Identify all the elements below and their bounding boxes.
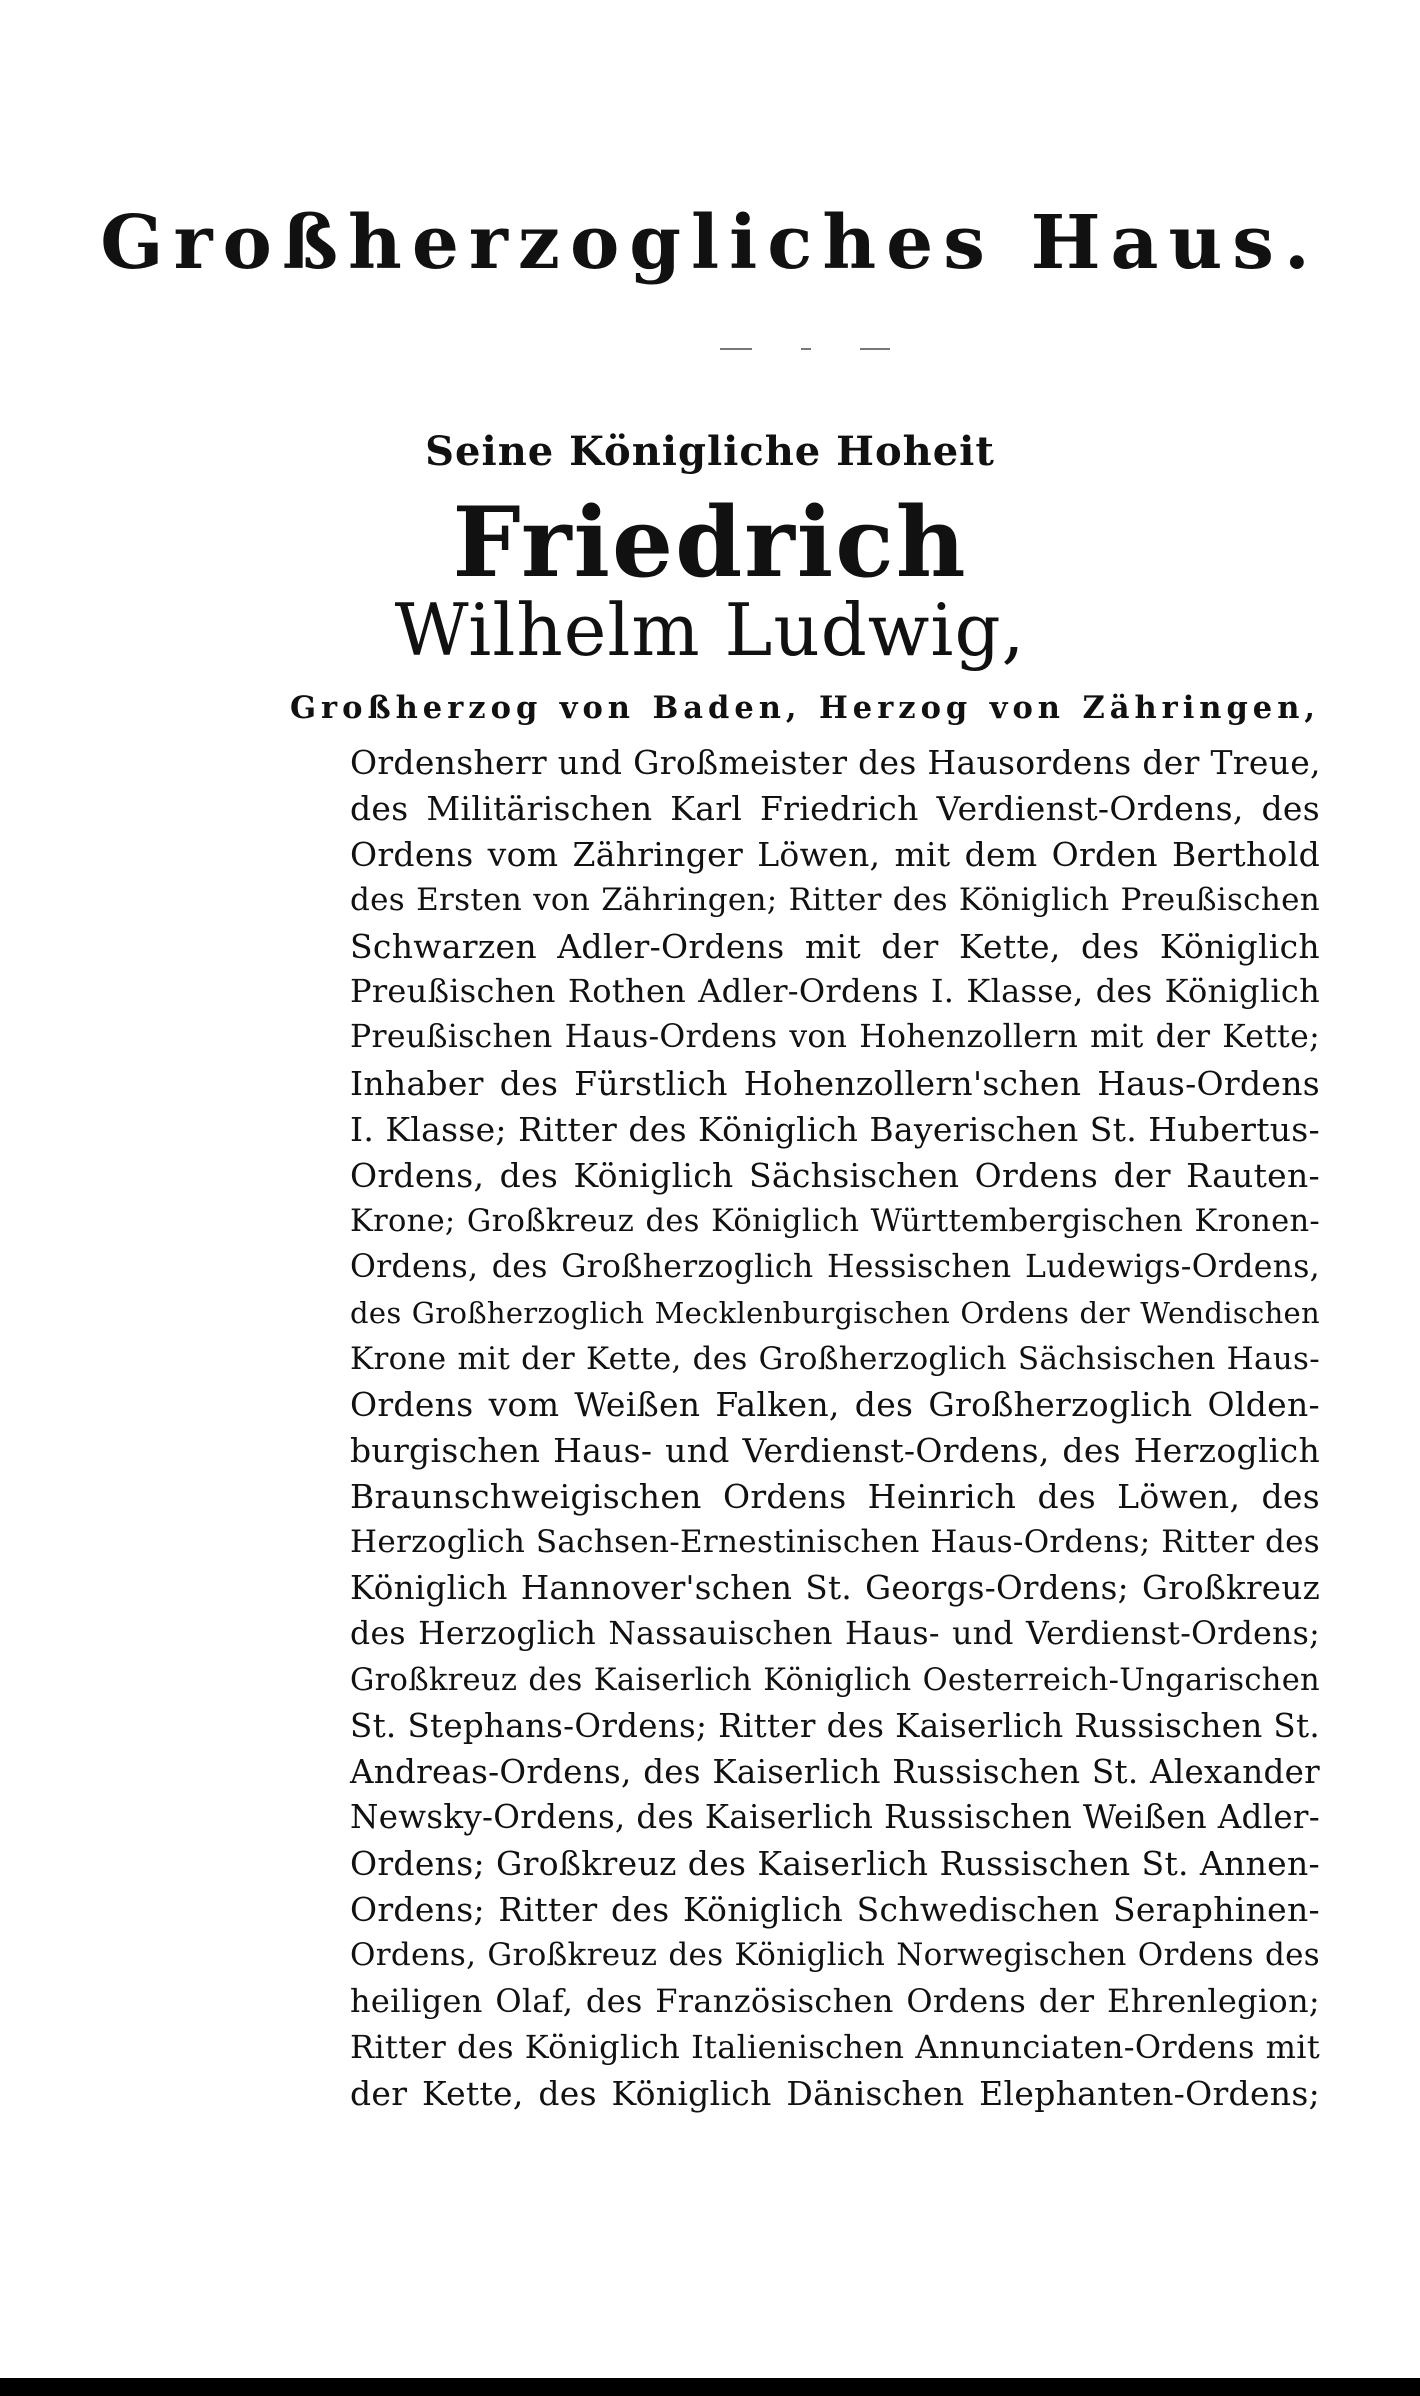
text-line: Ordens vom Zähringer Löwen, mit dem Orden Berthold xyxy=(350,834,1320,874)
text-line: I. Klasse; Ritter des Königlich Bayerischen St. Hubertus- xyxy=(350,1110,1320,1150)
text-line: Schwarzen Adler-Ordens mit der Kette, des Königlich xyxy=(350,926,1320,966)
honorific: Seine Königliche Hoheit xyxy=(425,428,995,475)
separator-dash xyxy=(860,348,890,350)
text-line: burgischen Haus- und Verdienst-Ordens, des Herzoglich xyxy=(350,1431,1320,1471)
text-line: heiligen Olaf, des Französischen Ordens der Ehrenlegion; xyxy=(350,1982,1320,2021)
text-line: Newsky-Ordens, des Kaiserlich Russischen Weißen Adler- xyxy=(350,1798,1320,1837)
text-line: Krone mit der Kette, des Großherzoglich Sächsischen Haus- xyxy=(350,1340,1320,1377)
given-name: Friedrich xyxy=(452,486,968,599)
page-title: Großherzogliches Haus. xyxy=(100,200,1320,286)
text-line: Königlich Hannover'schen St. Georgs-Ordens; Großkreuz xyxy=(350,1569,1320,1608)
titles-paragraph xyxy=(350,740,1320,2117)
text-line: des Herzoglich Nassauischen Haus- und Verdienst-Ordens; xyxy=(350,1615,1320,1652)
text-line: des Militärischen Karl Friedrich Verdienst-Ordens, des xyxy=(350,788,1320,828)
text-line: der Kette, des Königlich Dänischen Elephanten-Ordens; xyxy=(350,2073,1320,2113)
text-line: Ordensherr und Großmeister des Hausordens der Treue, xyxy=(350,743,1321,782)
text-line: Krone; Großkreuz des Königlich Württembergischen Kronen- xyxy=(350,1203,1320,1239)
primary-title-line: Großherzog von Baden, Herzog von Zähringen, xyxy=(290,690,1320,726)
text-line: Ordens; Ritter des Königlich Schwedischen Seraphinen- xyxy=(350,1890,1320,1930)
text-line: des Großherzoglich Mecklenburgischen Ordens der Wendischen xyxy=(350,1295,1320,1330)
separator-dash xyxy=(801,348,811,350)
text-line: Braunschweigischen Ordens Heinrich des Löwen, des xyxy=(350,1477,1320,1517)
text-line: Andreas-Ordens, des Kaiserlich Russischen St. Alexander xyxy=(350,1752,1320,1791)
text-line: Ordens; Großkreuz des Kaiserlich Russischen St. Annen- xyxy=(350,1844,1320,1884)
text-line: Preußischen Rothen Adler-Ordens I. Klasse, des Königlich xyxy=(350,972,1320,1011)
text-line: Ordens, des Königlich Sächsischen Ordens der Rauten- xyxy=(350,1156,1320,1196)
text-line: des Ersten von Zähringen; Ritter des Königlich Preußischen xyxy=(350,881,1320,918)
text-line: Inhaber des Fürstlich Hohenzollern'schen Haus-Ordens xyxy=(350,1064,1320,1104)
scan-bottom-border xyxy=(0,2378,1420,2396)
text-line: Großkreuz des Kaiserlich Königlich Oesterreich-Ungarischen xyxy=(350,1662,1320,1698)
middle-names: Wilhelm Ludwig, xyxy=(394,588,1026,672)
text-line: Ordens vom Weißen Falken, des Großherzoglich Olden- xyxy=(350,1385,1320,1425)
text-line: Ritter des Königlich Italienischen Annunciaten-Ordens mit xyxy=(350,2027,1320,2066)
text-line: Herzoglich Sachsen-Ernestinischen Haus-Ordens; Ritter des xyxy=(350,1524,1320,1561)
text-line: Preußischen Haus-Ordens von Hohenzollern mit der Kette; xyxy=(350,1019,1320,1056)
text-line: St. Stephans-Ordens; Ritter des Kaiserlich Russischen St. xyxy=(350,1706,1320,1745)
ornamental-separator xyxy=(720,346,890,352)
separator-dash xyxy=(720,348,752,350)
text-line: Ordens, Großkreuz des Königlich Norwegischen Ordens des xyxy=(350,1937,1320,1974)
text-line: Ordens, des Großherzoglich Hessischen Ludewigs-Ordens, xyxy=(350,1248,1320,1285)
